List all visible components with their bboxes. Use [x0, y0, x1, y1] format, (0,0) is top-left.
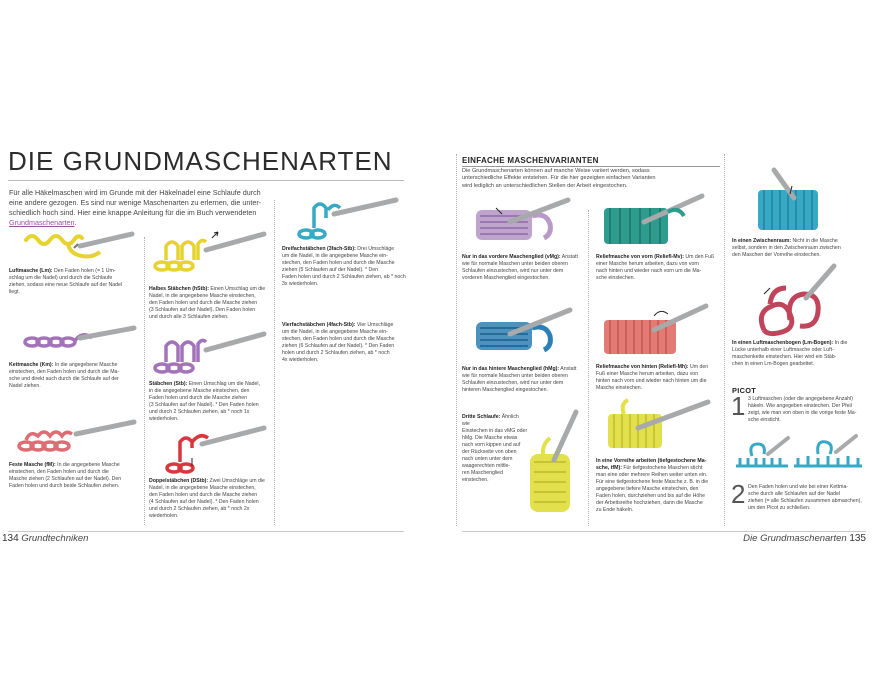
third-loop-illustration	[524, 410, 586, 522]
intro-line: schiedlich hoch sind. Hier eine knappe Anleitung für die im Buch verwendeten	[9, 208, 257, 217]
variant-desc-between	[732, 238, 866, 259]
variant-desc-relief-back	[596, 364, 720, 392]
variant-line: Um den Fuß	[683, 254, 715, 260]
variant-desc-vmg	[462, 254, 586, 282]
picot-line: Den Faden holen und wie bei einer Kettma-	[748, 484, 849, 490]
variant-head: In eine Vorreihe arbeiten (tiefgestochene Ma-	[596, 458, 707, 464]
variant-line: Lücke unterhalb einer Luftmasche oder Luft-	[732, 347, 834, 353]
picot-line: um den Picot zu schließen.	[748, 505, 811, 511]
variant-line: nach hinten und wieder nach vorn um die Ma-	[596, 268, 702, 274]
variant-line: chen in einen Lm-Bogen gearbeitet.	[732, 361, 815, 367]
variant-line: Für eine tiefgestochene feste Masche z. B. in die	[596, 479, 709, 485]
variant-line: Um den	[688, 364, 709, 370]
stitch-desc-dstb	[149, 478, 273, 520]
stitch-head: Luftmasche (Lm):	[9, 268, 53, 274]
variant-desc-relief-front	[596, 254, 720, 282]
stitch-line: (3 Schlaufen auf der Nadel). * Den Faden holen	[149, 402, 259, 408]
picot-line: 3 Luftmaschen (oder die angegebene Anzahl)	[748, 396, 853, 402]
stitch-line: und durch 2 Schlaufen ziehen, ab * noch 1x	[149, 409, 250, 415]
variant-head: In einen Zwischenraum:	[732, 238, 792, 244]
stitch-line: Faden holen und durch die Masche ziehen	[149, 395, 248, 401]
variant-line: Fuß einer Masche herum arbeiten, dazu von	[596, 371, 699, 377]
column-divider	[724, 154, 725, 526]
stitch-line: Nadel, in die angegebene Masche einstechen,	[149, 485, 256, 491]
variant-line: Schlaufen einzustechen, wird nur unter dem	[462, 380, 564, 386]
variant-line: Nicht in die Masche	[791, 238, 838, 244]
picot-heading: PICOT	[732, 386, 757, 395]
variant-line: hinten nach vorn und wieder nach hinten um die	[596, 378, 707, 384]
intro-highlight: Grundmaschenarten	[9, 218, 75, 227]
back-post-illustration	[598, 302, 716, 358]
stitch-line: holen und durch 2 Schlaufen ziehen, ab * noch	[282, 350, 390, 356]
running-head: Grundtechniken	[21, 533, 89, 544]
stitch-line: Einen Umschlag um die	[208, 286, 266, 292]
variant-line: man eine oder mehrere Reihen weiter unten ein.	[596, 472, 708, 478]
double-crochet-illustration	[152, 330, 270, 376]
stitch-desc-4fach	[282, 322, 406, 364]
between-stitches-illustration	[744, 168, 834, 234]
intro-line: Für alle Häkelmaschen wird im Grunde mit der Häkelnadel eine Schlaufe durch	[9, 188, 261, 197]
variant-head: In einen Luftmaschenbogen (Lm-Bogen):	[732, 340, 834, 346]
title-rule	[8, 180, 404, 181]
variant-line: hMg. Die Masche etwas	[462, 435, 518, 441]
stitch-line: einstechen, den Faden holen und durch die	[9, 469, 109, 475]
variant-line: Für tiefgestochene Maschen sticht	[621, 465, 703, 471]
stitch-line: ziehen (5 Schlaufen auf der Nadel). * Den	[282, 267, 379, 273]
intro-line: wird lediglich an unterschiedlichen Stellen der Arbeit eingestochen.	[462, 182, 628, 189]
intro-end: .	[74, 218, 77, 227]
variant-desc-third-loop	[462, 414, 528, 484]
variant-line: Faden holen, durchziehen und bis auf die Höhe	[596, 493, 706, 499]
variant-line: Anstatt	[560, 254, 578, 260]
column-divider	[588, 210, 589, 526]
page-number: 135	[849, 533, 866, 544]
stitch-line: ziehen (6 Schlaufen auf der Nadel). * Den Faden	[282, 343, 395, 349]
stitch-line: (4 Schlaufen auf der Nadel). * Den Faden holen	[149, 499, 259, 505]
variant-head: Dritte Schlaufe:	[462, 414, 501, 420]
picot-line: zeigt, wie man von oben in die vorige feste Ma-	[748, 410, 857, 416]
stitch-desc-stb	[149, 381, 271, 423]
stitch-line: In die angegebene Masche	[55, 462, 120, 468]
variant-line: sche einstechen.	[596, 275, 635, 281]
section-heading: EINFACHE MASCHENVARIANTEN	[462, 156, 599, 165]
stitch-line: (3 Schlaufen auf der Nadel). Den Faden holen	[149, 307, 256, 313]
variant-line: zu Ende häkeln.	[596, 507, 634, 513]
picot-line: häkeln. Wie angegeben einstechen. Der Pfeil	[748, 403, 852, 409]
variant-line: Schlaufen einzustechen, wird nur unter dem	[462, 268, 564, 274]
variant-line: angegebene tiefere Masche einstechen, den	[596, 486, 699, 492]
left-footer-rule	[8, 531, 404, 532]
section-rule	[462, 166, 720, 167]
variant-line: einer Masche herum arbeiten, dazu von vorn	[596, 261, 699, 267]
variant-line: Masche einstechen.	[596, 385, 643, 391]
page-number: 134	[2, 533, 19, 544]
intro-line: unterschiedliche Effekte entstehen. Für die hier gezeigten einfachen Varianten	[462, 175, 656, 182]
front-post-illustration	[598, 192, 716, 248]
stitch-line: Vier Umschläge	[355, 322, 394, 328]
stitch-line: wiederholen.	[149, 513, 179, 519]
chain-stitch-illustration	[22, 228, 142, 266]
treble-crochet-illustration	[152, 424, 270, 474]
intro-line: Die Grundmaschenarten können auf manche Weise variiert werden, sodass	[462, 168, 650, 174]
column-divider	[274, 200, 275, 525]
stitch-head: Kettmasche (Km):	[9, 362, 54, 368]
variant-line: ren Maschenglied	[462, 470, 503, 476]
stitch-line: und durch 2 Schlaufen ziehen, ab * noch 2x	[149, 506, 250, 512]
variant-line: Anstatt	[559, 366, 577, 372]
column-divider	[144, 237, 145, 525]
single-crochet-illustration	[16, 418, 140, 460]
variant-line: sche, tfM):	[596, 465, 622, 471]
variant-line: den Maschen der Vorreihe einstechen.	[732, 252, 821, 258]
variant-line: In die	[833, 340, 848, 346]
stitch-line: um die Nadel, in die angegebene Masche ein-	[282, 329, 388, 335]
stitch-line: sche und direkt auch durch die Schlaufe auf der	[9, 376, 119, 382]
variant-line: nach vorn kippen und auf	[462, 442, 521, 448]
stitch-line: liegt.	[9, 289, 20, 295]
stitch-desc-lm	[9, 268, 139, 296]
stitch-line: 4x wiederholen.	[282, 357, 319, 363]
stitch-line: in die angegebene Masche einstechen, den	[149, 388, 250, 394]
variant-desc-spike	[596, 458, 722, 514]
picot-step-1-text	[748, 396, 866, 424]
stitch-desc-fm	[9, 462, 141, 490]
triple-treble-illustration	[284, 196, 402, 242]
stitch-line: schlag um die Nadel) und durch die Schlaufe	[9, 275, 113, 281]
page-title: DIE GRUNDMASCHENARTEN	[8, 146, 393, 176]
variant-head: Nur in das vordere Maschenglied (vMg):	[462, 254, 561, 260]
variant-head: Reliefmasche von vorn (Reliefl-Mv):	[596, 254, 684, 260]
stitch-line: Den Faden holen (= 1 Um-	[52, 268, 116, 274]
stitch-line: In die angegebene Masche	[53, 362, 118, 368]
variant-line: hinteren Maschenglied eingestochen.	[462, 387, 548, 393]
stitch-head: Vierfachstäbchen (4fach-Stb):	[282, 322, 356, 328]
section-intro	[462, 168, 720, 190]
variant-line: Ähnlich wie	[462, 414, 519, 427]
stitch-head: Stäbchen (Stb):	[149, 381, 188, 387]
stitch-line: und durch alle 3 Schlaufen ziehen.	[149, 314, 229, 320]
stitch-line: um die Nadel, in die angegebene Masche ein-	[282, 253, 388, 259]
half-double-crochet-illustration	[152, 228, 270, 276]
slip-stitch-illustration	[22, 324, 142, 358]
variant-line: der Arbeitsreihe hochziehen, dann die Masche	[596, 500, 703, 506]
stitch-line: Nadel, in die angegebene Masche einstechen,	[149, 293, 256, 299]
stitch-line: ziehen, sodass eine neue Schlaufe auf der Nadel	[9, 282, 123, 288]
variant-line: Einstechen in das vMG oder	[462, 428, 528, 434]
variant-line: waagerechten mittle-	[462, 463, 511, 469]
picot-line: ziehen (= alle Schlaufen zusammen abmaschen),	[748, 498, 862, 504]
stitch-line: wiederholen.	[149, 416, 179, 422]
intro-line: eine andere gezogen. Es sind nur wenige Maschenarten zu erlernen, die unter-	[9, 198, 262, 207]
chain-space-illustration	[750, 264, 850, 344]
picot-step-2-text	[748, 484, 866, 512]
stitch-line: 3x wiederholen.	[282, 281, 319, 287]
stitch-head: Feste Masche (fM):	[9, 462, 56, 468]
stitch-line: Faden holen und durch beide Schlaufen ziehen.	[9, 483, 120, 489]
picot-line: sche durch alle Schlaufen auf der Nadel	[748, 491, 840, 497]
running-head: Die Grundmaschenarten	[743, 533, 847, 544]
front-loop-illustration	[470, 196, 582, 244]
stitch-line: Drei Umschläge	[355, 246, 395, 252]
picot-step-2-number: 2	[731, 479, 746, 509]
column-divider	[456, 154, 457, 526]
stitch-line: Faden holen und durch 2 Schlaufen ziehen, ab * noch	[282, 274, 406, 280]
stitch-head: Halbes Stäbchen (hStb):	[149, 286, 209, 292]
stitch-line: Zwei Umschläge um die	[208, 478, 265, 484]
left-folio	[2, 533, 88, 544]
stitch-desc-hstb	[149, 286, 271, 321]
spike-stitch-illustration	[598, 398, 716, 452]
stitch-line: stechen, den Faden holen und durch die Masche	[282, 336, 395, 342]
variant-head: Reliefmasche von hinten (Reliefl-Mh):	[596, 364, 689, 370]
stitch-line: Masche ziehen (2 Schlaufen auf der Nadel). Den	[9, 476, 122, 482]
back-loop-illustration	[470, 306, 582, 354]
picot-illustration	[732, 432, 866, 478]
stitch-line: den Faden holen und durch die Masche ziehen	[149, 492, 258, 498]
picot-step-1-number: 1	[731, 391, 746, 421]
variant-line: wie für normale Maschen unter beiden oberen	[462, 261, 568, 267]
stitch-head: Dreifachstäbchen (3fach-Stb):	[282, 246, 356, 252]
picot-line: sche einsticht.	[748, 417, 781, 423]
stitch-line: Nadel ziehen.	[9, 383, 41, 389]
variant-desc-chain-space	[732, 340, 866, 368]
stitch-line: den Faden holen und durch die Masche ziehen	[149, 300, 258, 306]
right-footer-rule	[462, 531, 866, 532]
stitch-head: Doppelstäbchen (DStb):	[149, 478, 209, 484]
variant-line: maschenkette einstechen. Hier wird ein Stäb-	[732, 354, 837, 360]
stitch-line: stechen, den Faden holen und durch die Masche	[282, 260, 395, 266]
stitch-desc-km	[9, 362, 139, 390]
variant-line: der Rückseite von oben	[462, 449, 517, 455]
stitch-desc-3fach	[282, 246, 406, 288]
variant-line: einstechen.	[462, 477, 489, 483]
stitch-line: einstechen, den Faden holen und durch die Ma-	[9, 369, 120, 375]
variant-line: nach unten unter dem	[462, 456, 513, 462]
variant-head: Nur in das hintere Maschenglied (hMg):	[462, 366, 560, 372]
variant-desc-hmg	[462, 366, 586, 394]
variant-line: wie für normale Maschen unter beiden oberen	[462, 373, 568, 379]
stitch-line: Einen Umschlag um die Nadel,	[187, 381, 261, 387]
variant-line: vorderen Maschenglied eingestochen.	[462, 275, 550, 281]
variant-line: selbst, sondern in den Zwischenraum zwischen	[732, 245, 841, 251]
right-folio	[743, 533, 866, 544]
